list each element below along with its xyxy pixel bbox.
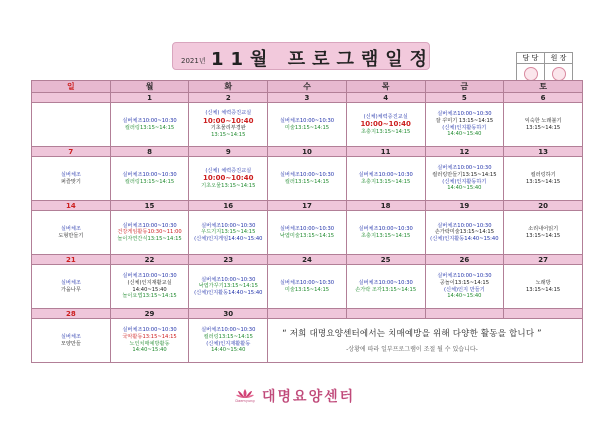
- program-entry: (신체)인지활동14:40~15:40: [430, 235, 499, 242]
- program-entry: 13:15~14:15: [211, 132, 246, 139]
- program-entry: 14:40~15:40: [211, 347, 246, 354]
- day-program-cell: [32, 103, 111, 147]
- day-program-cell: [504, 157, 583, 201]
- weekday-mon: 월: [110, 81, 189, 93]
- program-entry: 미술13:15~14:15: [284, 286, 330, 293]
- title-banner: [172, 42, 435, 70]
- program-entry: 모양만들: [60, 340, 81, 347]
- program-row: [32, 103, 583, 147]
- program-entry: 소리내어읽기: [528, 225, 559, 232]
- program-entry: 우드기지13:15~14:15: [201, 229, 256, 236]
- program-entry: (신체)인지재활활동: [206, 340, 251, 347]
- program-entry: (신체)인지 만들기: [443, 286, 485, 293]
- logo-text: Daemyung: [235, 399, 255, 403]
- date-number: 1: [110, 93, 189, 103]
- program-entry: 공놀이13:15~14:15: [439, 279, 489, 286]
- program-entry: 기초물리부경완: [210, 125, 246, 132]
- day-program-cell: [189, 211, 268, 255]
- program-entry: 실버체조: [60, 225, 81, 232]
- program-entry: 10:00~10:40: [203, 174, 254, 183]
- program-entry: 익숙한 노래불기: [524, 117, 562, 124]
- calendar-table: [31, 80, 583, 363]
- day-program-cell: [346, 211, 425, 255]
- program-entry: 실버체조10:00~10:30: [358, 279, 413, 286]
- date-number: 6: [504, 93, 583, 103]
- date-row: [32, 309, 583, 319]
- program-entry: 낙엽미술13:15~14:15: [279, 232, 335, 239]
- day-program-cell: [504, 103, 583, 147]
- program-entry: (신체) 체력증진교실: [205, 167, 252, 174]
- program-entry: 낙엽가꾸기13:15~14:15: [198, 283, 258, 290]
- program-entry: 실버체조10:00~10:30: [437, 165, 492, 172]
- program-entry: 미술13:15~14:15: [284, 124, 330, 131]
- program-entry: 실버체조10:00~10:30: [122, 222, 177, 229]
- program-row: [32, 157, 583, 201]
- program-row: [32, 265, 583, 309]
- date-row: [32, 201, 583, 211]
- day-program-cell: [110, 319, 189, 363]
- program-entry: 실버체조10:00~10:30: [437, 273, 492, 280]
- weekday-sat: 토: [504, 81, 583, 93]
- program-entry: 컬러링13:15~14:15: [124, 124, 175, 131]
- date-number: 7: [32, 147, 111, 157]
- day-program-cell: [32, 319, 111, 363]
- program-entry: 실버체조10:00~10:30: [279, 117, 335, 124]
- notice-main: “ 저희 대명요양센터에서는 치매예방을 위해 다양한 활동을 합니다 ”: [282, 329, 542, 339]
- date-number: [346, 309, 425, 319]
- program-entry: 14:40~15:40: [132, 286, 167, 293]
- program-entry: 10:00~10:40: [360, 120, 411, 129]
- date-number: 30: [189, 309, 268, 319]
- program-entry: 13:15~14:15: [525, 178, 561, 185]
- day-program-cell: [268, 211, 347, 255]
- program-entry: 컬러링13:15~14:15: [203, 333, 253, 340]
- program-entry: 컬러링13:15~14:15: [124, 178, 175, 185]
- date-number: 18: [346, 201, 425, 211]
- day-program-cell: [110, 265, 189, 309]
- program-entry: 퍼즐맞기: [60, 178, 81, 185]
- day-program-cell: [189, 265, 268, 309]
- center-logo: [232, 386, 258, 406]
- program-entry: 초충지13:15~14:15: [361, 232, 411, 239]
- day-program-cell: [32, 211, 111, 255]
- date-number: 13: [504, 147, 583, 157]
- day-program-cell: [32, 265, 111, 309]
- program-entry: 실버체조10:00~10:30: [201, 222, 256, 229]
- date-number: 23: [189, 255, 268, 265]
- date-number: 16: [189, 201, 268, 211]
- footer: [232, 386, 392, 406]
- program-entry: 손가락미술13:15~14:15: [434, 229, 495, 236]
- date-number: 27: [504, 255, 583, 265]
- date-number: 14: [32, 201, 111, 211]
- weekday-tue: 화: [189, 81, 268, 93]
- date-number: 8: [110, 147, 189, 157]
- program-entry: 13:15~14:15: [525, 286, 561, 293]
- program-entry: 실버체조10:00~10:30: [201, 276, 256, 283]
- date-number: 20: [504, 201, 583, 211]
- weekday-sun: 일: [32, 81, 111, 93]
- program-entry: 14:40~15:40: [447, 293, 482, 300]
- day-program-cell: [268, 265, 347, 309]
- date-number: 28: [32, 309, 111, 319]
- approval-label-staff: 담 당: [517, 53, 545, 64]
- day-program-cell: [189, 103, 268, 147]
- program-entry: 건강게임활동10:30~11:00: [117, 229, 182, 236]
- program-entry: 14:40~15:40: [447, 185, 482, 192]
- date-number: 21: [32, 255, 111, 265]
- program-entry: 13:15~14:15: [525, 124, 561, 131]
- date-number: 2: [189, 93, 268, 103]
- date-number: 10: [268, 147, 347, 157]
- program-entry: 놀이요법13:15~14:15: [122, 293, 177, 300]
- program-entry: 실버체조: [60, 279, 81, 286]
- date-row: [32, 255, 583, 265]
- program-entry: 놀이자연간식13:15~14:15: [117, 235, 182, 242]
- date-number: 12: [425, 147, 504, 157]
- day-program-cell: [425, 265, 504, 309]
- program-entry: 실버체조: [60, 171, 81, 178]
- approval-label-director: 원 장: [545, 53, 573, 64]
- program-entry: 실버체조10:00~10:30: [122, 327, 177, 334]
- day-program-cell: [268, 157, 347, 201]
- weekday-fri: 금: [425, 81, 504, 93]
- program-entry: 실버체조10:00~10:30: [279, 171, 335, 178]
- title-year: 2021년: [181, 57, 206, 65]
- day-program-cell: [504, 265, 583, 309]
- date-number: 29: [110, 309, 189, 319]
- program-entry: 손가락 조각13:15~14:15: [355, 286, 417, 293]
- program-row: [32, 211, 583, 255]
- program-entry: 14:40~15:40: [447, 131, 482, 138]
- program-entry: 실버체조10:00~10:30: [279, 279, 335, 286]
- date-number: [425, 309, 504, 319]
- date-number: [32, 93, 111, 103]
- day-program-cell: [425, 211, 504, 255]
- day-program-cell: [268, 103, 347, 147]
- program-entry: (신체)인지활동14:40~15:40: [194, 289, 263, 296]
- date-number: 4: [346, 93, 425, 103]
- program-entry: 노래방: [535, 279, 551, 286]
- notice-sub: -상황에 따라 일부프로그램이 조절 될 수 있습니다-: [346, 346, 478, 353]
- program-entry: (신체)체력증진교실: [363, 113, 408, 120]
- program-entry: 노인치매예방활동: [129, 340, 170, 347]
- program-entry: 실버체조10:00~10:30: [201, 327, 256, 334]
- day-program-cell: [346, 265, 425, 309]
- program-entry: 실버체조10:00~10:30: [122, 117, 177, 124]
- program-entry: (신체)인지게임14:40~15:40: [194, 235, 263, 242]
- program-entry: (신체)인지활동하기: [442, 124, 487, 131]
- date-number: 26: [425, 255, 504, 265]
- program-entry: 10:00~10:40: [203, 116, 254, 125]
- program-entry: 실버체조10:00~10:30: [437, 222, 492, 229]
- date-number: [504, 309, 583, 319]
- program-entry: 실버체조10:00~10:30: [437, 111, 492, 118]
- program-entry: 13:15~14:15: [525, 232, 561, 239]
- date-number: 11: [346, 147, 425, 157]
- program-entry: (신체)인지활동하기: [442, 178, 487, 185]
- center-name: 대명요양센터: [262, 389, 356, 405]
- program-entry: 실버체조10:00~10:30: [358, 171, 413, 178]
- program-entry: 14:40~15:40: [132, 347, 167, 354]
- program-entry: 컬러링하기: [530, 171, 556, 178]
- day-program-cell: [346, 103, 425, 147]
- program-entry: (신체) 체력증진교실: [205, 110, 252, 117]
- date-number: 17: [268, 201, 347, 211]
- program-entry: 초충지13:15~14:15: [361, 178, 411, 185]
- program-entry: (신체)인지재활교실: [127, 279, 172, 286]
- date-number: 19: [425, 201, 504, 211]
- program-entry: 초충지13:15~14:15: [361, 128, 411, 135]
- day-program-cell: [110, 211, 189, 255]
- program-entry: 국악활동13:15~14:15: [122, 333, 177, 340]
- program-entry: 컬러13:15~14:15: [284, 178, 330, 185]
- day-program-cell: [425, 157, 504, 201]
- date-number: 24: [268, 255, 347, 265]
- program-entry: 실버체조10:00~10:30: [358, 225, 413, 232]
- program-entry: 실버체조10:00~10:30: [279, 225, 335, 232]
- day-program-cell: [110, 103, 189, 147]
- date-number: 5: [425, 93, 504, 103]
- stamp-icon: [552, 67, 566, 81]
- weekday-header-row: [32, 81, 583, 93]
- date-number: 25: [346, 255, 425, 265]
- program-entry: 실버체조10:00~10:30: [122, 171, 177, 178]
- day-program-cell: [110, 157, 189, 201]
- day-program-cell: [504, 211, 583, 255]
- day-program-cell: [189, 157, 268, 201]
- date-number: 9: [189, 147, 268, 157]
- date-number: 22: [110, 255, 189, 265]
- date-row: [32, 147, 583, 157]
- stamp-icon: [524, 67, 538, 81]
- weekday-wed: 수: [268, 81, 347, 93]
- date-number: 3: [268, 93, 347, 103]
- program-entry: 실버체조10:00~10:30: [122, 273, 177, 280]
- program-entry: 컬러링만들기13:15~14:15: [432, 171, 497, 178]
- weekday-thu: 목: [346, 81, 425, 93]
- program-entry: 실버체조: [60, 333, 81, 340]
- date-number: [268, 309, 347, 319]
- program-entry: 도형만들기: [58, 232, 84, 239]
- program-entry: 기초오물13:15~14:15: [201, 182, 256, 189]
- notice: [253, 327, 571, 353]
- day-program-cell: [425, 103, 504, 147]
- page-title: 11월 프로그램일정: [211, 49, 435, 70]
- date-row: [32, 93, 583, 103]
- date-number: 15: [110, 201, 189, 211]
- day-program-cell: [346, 157, 425, 201]
- program-entry: 가을나무: [60, 286, 81, 293]
- day-program-cell: [32, 157, 111, 201]
- program-entry: 잘 꾸미기 13:15~14:15: [435, 117, 494, 124]
